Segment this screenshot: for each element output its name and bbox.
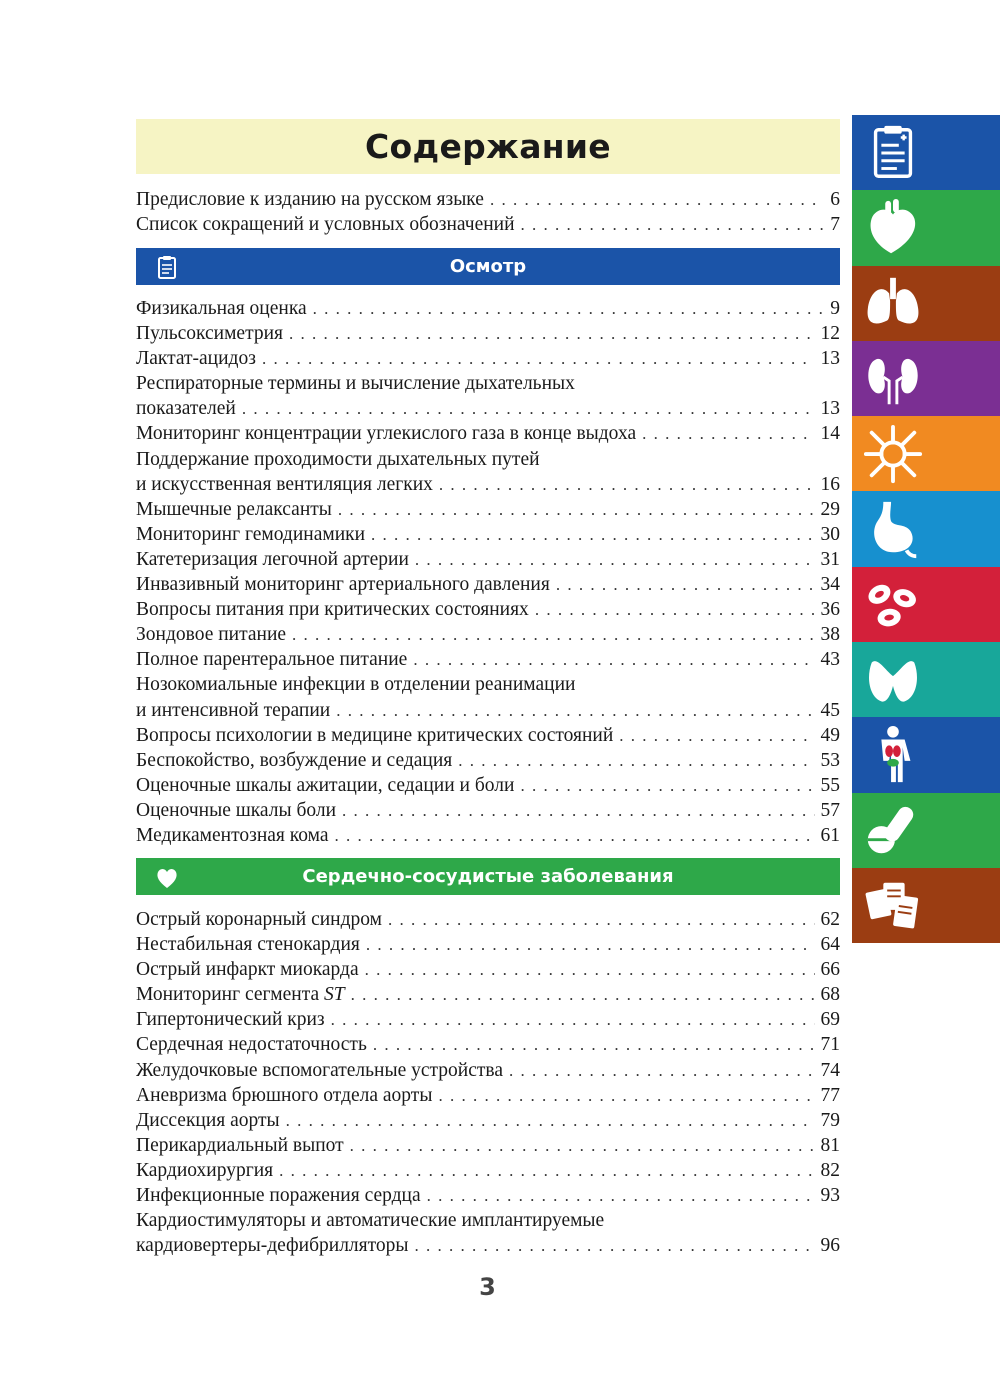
toc-entry-title: Кардиохирургия — [136, 1159, 274, 1181]
leader-dots — [366, 932, 815, 957]
chapter-tabs — [852, 115, 1000, 943]
toc-page-number: 31 — [820, 548, 840, 570]
toc-page-number: 13 — [820, 348, 840, 370]
toc-entry-line — [136, 421, 840, 446]
toc-page-number: 69 — [820, 1009, 840, 1031]
stomach-icon — [862, 498, 924, 560]
section-entries-osmotr — [136, 296, 840, 848]
leader-dots — [535, 597, 815, 622]
kidneys-icon — [862, 348, 924, 410]
toc-entry-title: Гипертонический криз — [136, 1009, 325, 1031]
toc-entry-title: Инфекционные поражения сердца — [136, 1185, 421, 1207]
toc-entry-title: Медикаментозная кома — [136, 824, 329, 846]
toc-page-number: 93 — [820, 1185, 840, 1207]
toc-entry-title-line: Поддержание проходимости дыхательных путей — [136, 448, 540, 470]
toc-entry-line — [136, 982, 840, 1007]
toc-entry-title: Зондовое питание — [136, 624, 287, 646]
toc-entry-title: Беспокойство, возбуждение и седация — [136, 749, 453, 771]
toc-entry-line — [136, 647, 840, 672]
toc-entry[interactable] — [136, 547, 840, 572]
toc-entry-line — [136, 296, 840, 321]
toc-entry-title: Мониторинг гемодинамики — [136, 523, 366, 545]
toc-entry[interactable] — [136, 957, 840, 982]
documents-icon — [862, 875, 924, 937]
toc-page-number: 13 — [820, 398, 840, 420]
leader-dots — [509, 1058, 815, 1083]
toc-entry[interactable] — [136, 1208, 840, 1258]
chapter-tab[interactable] — [852, 717, 1000, 792]
toc-entry-title: Оценочные шкалы ажитации, седации и боли — [136, 774, 515, 796]
toc-page-number: 38 — [820, 624, 840, 646]
leader-dots — [520, 773, 814, 798]
toc-entry-title-line: Нозокомиальные инфекции в отделении реанимации — [136, 674, 576, 696]
toc-entry[interactable] — [136, 187, 840, 212]
toc-entry-line — [136, 1007, 840, 1032]
toc-page-number: 53 — [820, 749, 840, 771]
chapter-tab[interactable] — [852, 642, 1000, 717]
toc-entry-title: Физикальная оценка — [136, 298, 307, 319]
toc-entry-title: Инвазивный мониторинг артериального давления — [136, 574, 550, 596]
toc-entry[interactable] — [136, 1133, 840, 1158]
leader-dots — [521, 212, 825, 237]
toc-page-number: 29 — [820, 498, 840, 520]
chapter-tab[interactable] — [852, 491, 1000, 566]
toc-entry-line — [136, 698, 840, 723]
neuron-icon — [862, 423, 924, 485]
leader-dots — [350, 1133, 815, 1158]
toc-page-number: 30 — [820, 523, 840, 545]
toc-entry-line — [136, 187, 840, 212]
chapter-tab[interactable] — [852, 115, 1000, 190]
toc-page-number: 43 — [820, 649, 840, 671]
page-title: Содержание — [365, 127, 611, 166]
toc-entry-title: Оценочные шкалы боли — [136, 799, 337, 821]
toc-entry-title: Мониторинг сегмента ST — [136, 984, 345, 1006]
toc-entry[interactable] — [136, 1007, 840, 1032]
toc-entry-line — [136, 1233, 840, 1258]
toc-entry[interactable] — [136, 748, 840, 773]
toc-entry-title: Вопросы питания при критических состояниях — [136, 599, 529, 621]
toc-page-number: 14 — [820, 423, 840, 445]
toc-entry-title: Острый коронарный синдром — [136, 909, 382, 930]
leader-dots — [338, 497, 815, 522]
blood-cells-icon — [862, 573, 924, 635]
toc-entry-title-line: Кардиостимуляторы и автоматические имплантируемые — [136, 1210, 605, 1232]
toc-page-number: 45 — [820, 699, 840, 721]
toc-entry-title: Мышечные релаксанты — [136, 498, 332, 520]
leader-dots — [351, 982, 815, 1007]
toc-entry-title: Пульсоксиметрия — [136, 323, 283, 345]
toc-page-number: 96 — [820, 1235, 840, 1257]
toc-entry-title: Диссекция аорты — [136, 1109, 280, 1131]
toc-page-number: 57 — [820, 799, 840, 821]
toc-entry-title: Острый инфаркт миокарда — [136, 959, 359, 981]
leader-dots — [292, 622, 814, 647]
toc-page-number: 68 — [820, 984, 840, 1006]
toc-entry-line — [136, 1108, 840, 1133]
leader-dots — [388, 907, 815, 932]
toc-entry[interactable] — [136, 572, 840, 597]
toc-page-number: 6 — [830, 189, 840, 210]
toc-entry[interactable] — [136, 982, 840, 1007]
clipboard-icon — [154, 254, 180, 280]
leader-dots — [556, 572, 815, 597]
leader-dots — [415, 547, 815, 572]
toc-entry-line — [136, 1032, 840, 1057]
title-bar — [136, 119, 840, 174]
leader-dots — [365, 957, 815, 982]
toc-entry[interactable] — [136, 371, 840, 421]
thyroid-icon — [862, 649, 924, 711]
toc-entry[interactable] — [136, 622, 840, 647]
toc-entry[interactable] — [136, 597, 840, 622]
leader-dots — [438, 1083, 814, 1108]
page-number: 3 — [479, 1273, 496, 1301]
toc-entry[interactable] — [136, 1032, 840, 1057]
toc-entry-line — [136, 1083, 840, 1108]
toc-entry[interactable] — [136, 907, 840, 932]
toc-entry[interactable] — [136, 1083, 840, 1108]
leader-dots — [439, 472, 815, 497]
chapter-tab[interactable] — [852, 190, 1000, 265]
toc-entry-line — [136, 773, 840, 798]
toc-entry[interactable] — [136, 1108, 840, 1133]
toc-entry[interactable] — [136, 773, 840, 798]
toc-entry-line — [136, 723, 840, 748]
toc-entry-line — [136, 472, 840, 497]
toc-entry[interactable] — [136, 346, 840, 371]
toc-entry-line — [136, 622, 840, 647]
toc-entry-title: Перикардиальный выпот — [136, 1134, 344, 1156]
chapter-tab[interactable] — [852, 416, 1000, 491]
leader-dots — [289, 321, 815, 346]
toc-page-number: 55 — [820, 774, 840, 796]
leader-dots — [262, 346, 815, 371]
toc-entry-title: Нестабильная стенокардия — [136, 934, 360, 956]
toc-entry-line — [136, 1058, 840, 1083]
chapter-tab[interactable] — [852, 341, 1000, 416]
leader-dots — [336, 698, 814, 723]
toc-entry[interactable] — [136, 447, 840, 497]
section-header-cardio[interactable] — [136, 858, 840, 895]
toc-page-number: 74 — [820, 1059, 840, 1081]
toc-entry-title: Желудочковые вспомогательные устройства — [136, 1059, 503, 1081]
toc-entry[interactable] — [136, 421, 840, 446]
section-title: Осмотр — [449, 256, 527, 277]
chapter-tab[interactable] — [852, 266, 1000, 341]
toc-entry-title: Вопросы психологии в медицине критических состояний — [136, 724, 614, 746]
toc-page-number: 62 — [820, 909, 840, 930]
toc-entry-line — [136, 346, 840, 371]
toc-page-number: 66 — [820, 959, 840, 981]
toc-page-number: 49 — [820, 724, 840, 746]
toc-entry[interactable] — [136, 823, 840, 848]
toc-entry-title: Катетеризация легочной артерии — [136, 548, 409, 570]
toc-entry[interactable] — [136, 296, 840, 321]
heart-icon — [154, 864, 180, 890]
toc-page-number: 71 — [820, 1034, 840, 1056]
chapter-tab[interactable] — [852, 567, 1000, 642]
toc-entry[interactable] — [136, 932, 840, 957]
toc-page-number: 77 — [820, 1084, 840, 1106]
toc-page-number: 61 — [820, 824, 840, 846]
toc-entry[interactable] — [136, 1183, 840, 1208]
leader-dots — [458, 748, 814, 773]
leader-dots — [313, 296, 825, 321]
toc-entry-title: Мониторинг концентрации углекислого газа в конце выдоха — [136, 423, 637, 445]
toc-entry-line — [136, 572, 840, 597]
toc-entry-title: и искусственная вентиляция легких — [136, 473, 433, 495]
leader-dots — [331, 1007, 815, 1032]
toc-entry-title: Полное парентеральное питание — [136, 649, 408, 671]
toc-page-number: 82 — [820, 1159, 840, 1181]
toc-entry-line — [136, 1158, 840, 1183]
toc-entry-line — [136, 798, 840, 823]
leader-dots — [427, 1183, 815, 1208]
pills-icon — [862, 799, 924, 861]
toc-page-number: 7 — [830, 214, 840, 236]
chapter-tab[interactable] — [852, 793, 1000, 868]
toc-page-number: 36 — [820, 599, 840, 621]
toc-entry-line — [136, 907, 840, 932]
chapter-tab[interactable] — [852, 868, 1000, 943]
toc-page-number: 81 — [820, 1134, 840, 1156]
toc-entry[interactable] — [136, 672, 840, 722]
leader-dots — [413, 647, 814, 672]
toc-entry-line — [136, 396, 840, 421]
toc-entry-title: Предисловие к изданию на русском языке — [136, 189, 484, 210]
section-title: Сердечно-сосудистые заболевания — [302, 866, 674, 887]
toc-entry-line — [136, 212, 840, 237]
toc-entry-line — [136, 957, 840, 982]
intro-entries — [136, 187, 840, 237]
toc-entry[interactable] — [136, 212, 840, 237]
toc-entry[interactable] — [136, 798, 840, 823]
leader-dots — [619, 723, 814, 748]
toc-entry-title-line: Респираторные термины и вычисление дыхательных — [136, 373, 575, 395]
toc-page-number: 12 — [820, 323, 840, 345]
leader-dots — [279, 1158, 814, 1183]
toc-entry-line — [136, 321, 840, 346]
toc-entry[interactable] — [136, 497, 840, 522]
toc-entry-line — [136, 748, 840, 773]
toc-entry-title: Аневризма брюшного отдела аорты — [136, 1084, 433, 1106]
toc-entry[interactable] — [136, 321, 840, 346]
leader-dots — [342, 798, 814, 823]
toc-entry[interactable] — [136, 522, 840, 547]
toc-page-number: 64 — [820, 934, 840, 956]
toc-page-number: 34 — [820, 574, 840, 596]
toc-entry[interactable] — [136, 647, 840, 672]
toc-entry[interactable] — [136, 1058, 840, 1083]
heart-icon — [862, 197, 924, 259]
toc-entry-title: показателей — [136, 398, 236, 420]
toc-entry-title: кардиовертеры-дефибрилляторы — [136, 1235, 409, 1257]
section-entries-cardio — [136, 907, 840, 1258]
lungs-icon — [862, 272, 924, 334]
toc-entry-line — [136, 522, 840, 547]
toc-entry-line — [136, 823, 840, 848]
leader-dots — [490, 187, 824, 212]
leader-dots — [371, 522, 814, 547]
toc-page-number: 79 — [820, 1109, 840, 1131]
clipboard-icon — [862, 122, 924, 184]
toc-entry-italic: ST — [324, 984, 345, 1006]
toc-entry-line — [136, 497, 840, 522]
toc-entry-title: и интенсивной терапии — [136, 699, 331, 721]
toc-entry-line — [136, 547, 840, 572]
leader-dots — [415, 1233, 815, 1258]
toc-entry[interactable] — [136, 723, 840, 748]
toc-page-number: 16 — [820, 473, 840, 495]
toc-entry-line — [136, 1183, 840, 1208]
toc-entry-line — [136, 932, 840, 957]
toc-entry[interactable] — [136, 1158, 840, 1183]
leader-dots — [373, 1032, 815, 1057]
toc-entry-line — [136, 1133, 840, 1158]
body-organs-icon — [862, 724, 924, 786]
toc-page-number: 9 — [830, 298, 840, 319]
leader-dots — [286, 1108, 815, 1133]
toc-entry-title: Список сокращений и условных обозначений — [136, 214, 515, 236]
toc-entry-title: Лактат-ацидоз — [136, 348, 256, 370]
leader-dots — [642, 421, 814, 446]
toc-entry-title: Сердечная недостаточность — [136, 1034, 367, 1056]
leader-dots — [242, 396, 815, 421]
leader-dots — [334, 823, 814, 848]
toc-entry-line — [136, 597, 840, 622]
section-header-osmotr[interactable] — [136, 248, 840, 285]
